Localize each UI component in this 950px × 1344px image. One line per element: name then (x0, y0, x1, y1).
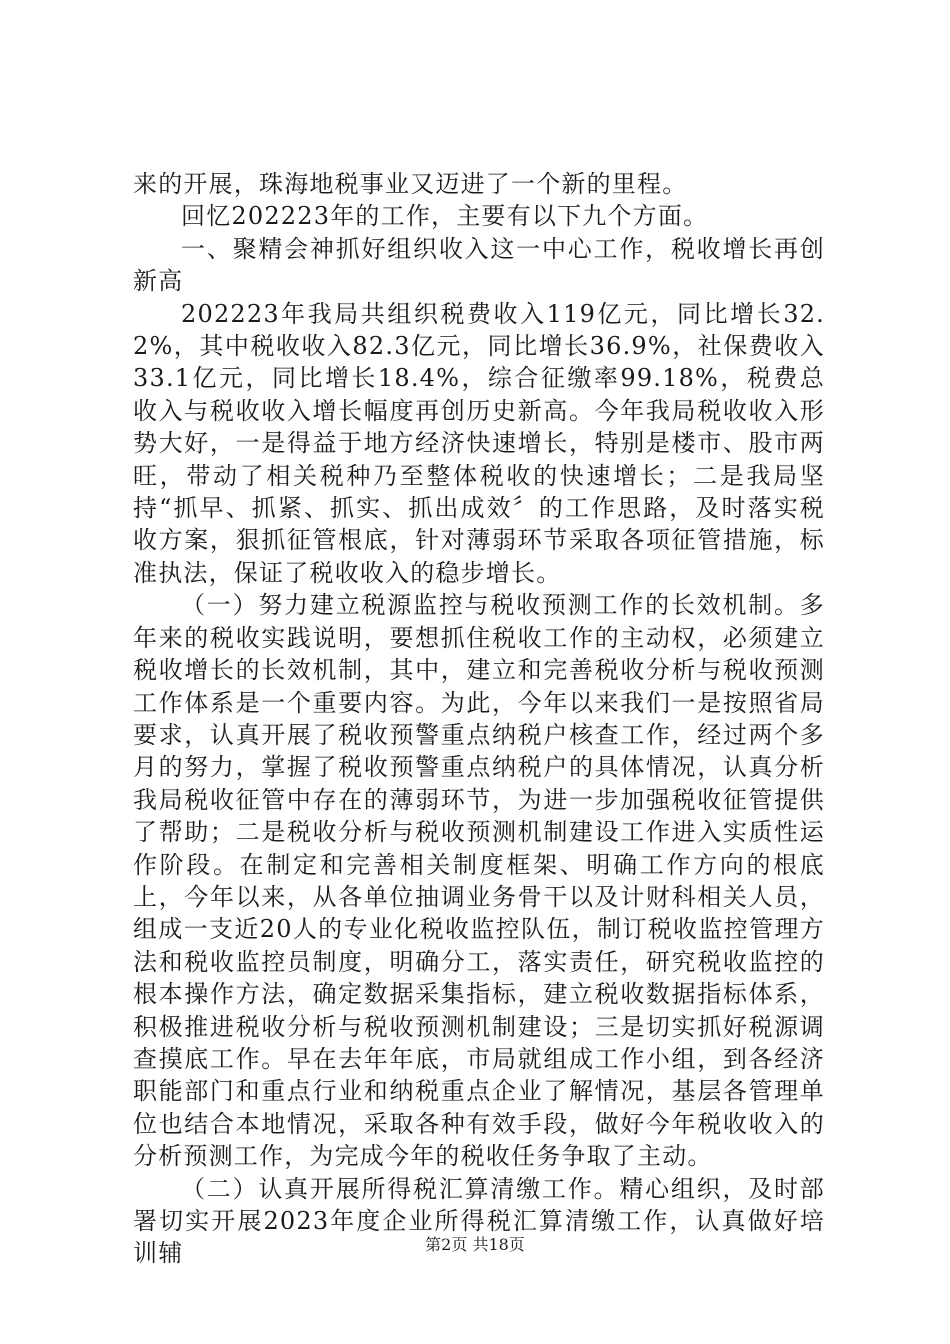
paragraph: 来的开展，珠海地税事业又迈进了一个新的里程。 (133, 170, 688, 198)
page-number-footer: 第2页 共18页 (425, 1235, 525, 1254)
paragraph: （二）认真开展所得税汇算清缴工作。精心组织，及时部署切实开展2023年度企业所得税汇算清缴工作，认真做好培训辅 (133, 1174, 825, 1268)
paragraph: 202223年我局共组织税费收入119亿元，同比增长32.2%，其中税收收入82.3亿元，同比增长36.9%，社保费收入33.1亿元，同比增长18.4%，综合征缴率99.18%，税费总收入与税收收入增长幅度再创历史新高。今年我局税收收入形势大好，一是得益于地方经济快速增长，特别是楼市、股市两旺，带动了相关税种乃至整体税收的快速增长；二是我局坚持“抓早、抓紧、抓实、抓出成效〞的工作思路，及时落实税收方案，狠抓征管根底，针对薄弱环节采取各项征管措施，标准执法，保证了税收收入的稳步增长。 (133, 299, 825, 587)
paragraph: 回忆202223年的工作，主要有以下九个方面。 (181, 202, 709, 231)
paragraph: （一）努力建立税源监控与税收预测工作的长效机制。多年来的税收实践说明，要想抓住税收工作的主动权，必须建立税收增长的长效机制，其中，建立和完善税收分析与税收预测工作体系是一个重要内容。为此，今年以来我们一是按照省局要求，认真开展了税收预警重点纳税户核查工作，经过两个多月的努力，掌握了税收预警重点纳税户的具体情况，认真分析我局税收征管中存在的薄弱环节，为进一步加强税收征管提供了帮助；二是税收分析与税收预测机制建设工作进入实质性运作阶段。在制定和完善相关制度框架、明确工作方向的根底上，今年以来，从各单位抽调业务骨干以及计财科相关人员，组成一支近20人的专业化税收监控队伍，制订税收监控管理方法和税收监控员制度，明确分工，落实责任，研究税收监控的根本操作方法，确定数据采集指标，建立税收数据指标体系，积极推进税收分析与税收预测机制建设；三是切实抓好税源调查摸底工作。早在去年年底，市局就组成工作小组，到各经济职能部门和重点行业和纳税重点企业了解情况，基层各管理单位也结合本地情况，采取各种有效手段，做好今年税收收入的分析预测工作，为完成今年的税收任务争取了主动。 (133, 591, 825, 1171)
section-heading: 一、聚精会神抓好组织收入这一中心工作，税收增长再创新高 (133, 234, 825, 296)
document-body (133, 168, 825, 1270)
